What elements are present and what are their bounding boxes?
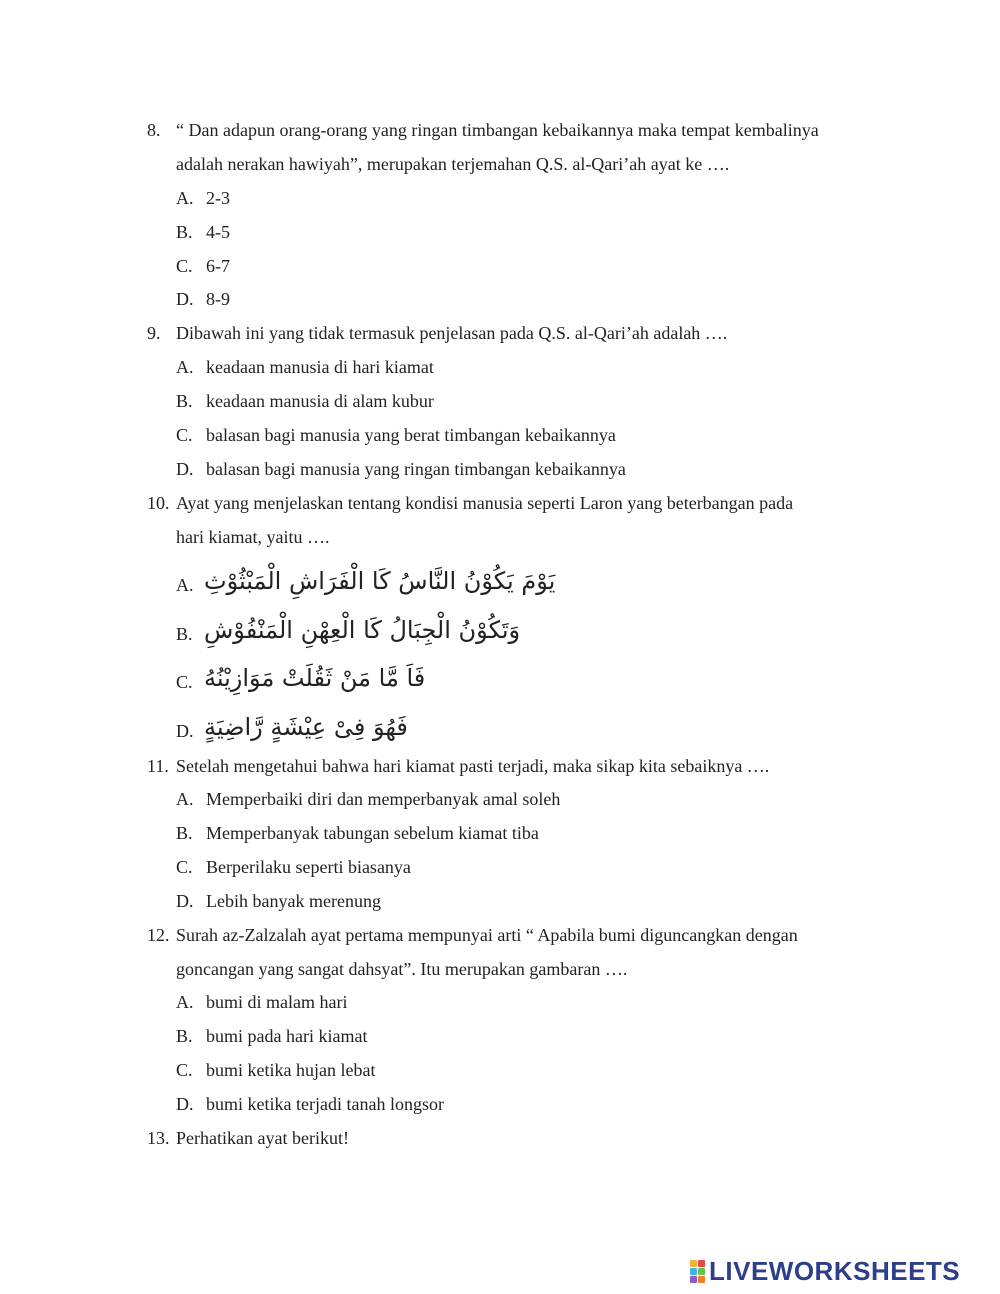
question-text: goncangan yang sangat dahsyat”. Itu merupakan gambaran …. <box>176 959 628 979</box>
option-letter: D. <box>176 289 194 309</box>
question-number: 12. <box>147 925 170 945</box>
option-letter: B. <box>176 624 193 644</box>
arabic-verse: فَاَ مَّا مَنْ ثَقُلَتْ مَوَازِيْنُهُ <box>204 664 426 692</box>
logo-mark-square <box>690 1268 697 1275</box>
option-letter: B. <box>176 823 193 843</box>
option-letter: B. <box>176 1026 193 1046</box>
question-text: Setelah mengetahui bahwa hari kiamat pasti terjadi, maka sikap kita sebaiknya …. <box>176 756 770 776</box>
question-number: 8. <box>147 120 161 140</box>
logo-mark-square <box>698 1260 705 1267</box>
option-text: bumi di malam hari <box>206 992 348 1012</box>
option-letter: A. <box>176 992 194 1012</box>
question-text: Surah az-Zalzalah ayat pertama mempunyai arti “ Apabila bumi diguncangkan dengan <box>176 925 798 945</box>
question-number: 11. <box>147 756 169 776</box>
option-letter: A. <box>176 188 194 208</box>
option-text: balasan bagi manusia yang berat timbangan kebaikannya <box>206 425 616 445</box>
logo-mark-square <box>698 1268 705 1275</box>
option-letter: A. <box>176 575 194 595</box>
option-letter: B. <box>176 391 193 411</box>
logo-mark-square <box>690 1260 697 1267</box>
question-text: Dibawah ini yang tidak termasuk penjelasan pada Q.S. al-Qari’ah adalah …. <box>176 323 728 343</box>
option-text: balasan bagi manusia yang ringan timbangan kebaikannya <box>206 459 626 479</box>
option-text: 2-3 <box>206 188 230 208</box>
option-letter: C. <box>176 672 193 692</box>
option-letter: C. <box>176 425 193 445</box>
question-text: Perhatikan ayat berikut! <box>176 1128 349 1148</box>
option-text: 6-7 <box>206 256 230 276</box>
option-letter: C. <box>176 1060 193 1080</box>
option-text: Berperilaku seperti biasanya <box>206 857 411 877</box>
option-text: 4-5 <box>206 222 230 242</box>
logo-text: LIVEWORKSHEETS <box>709 1255 961 1286</box>
option-letter: D. <box>176 459 194 479</box>
arabic-verse: يَوْمَ يَكُوْنُ النَّاسُ كَا الْفَرَاشِ الْمَبْثُوْثِ <box>204 567 556 595</box>
question-number: 10. <box>147 493 170 513</box>
option-text: bumi ketika terjadi tanah longsor <box>206 1094 444 1114</box>
option-text: keadaan manusia di alam kubur <box>206 391 434 411</box>
question-number: 9. <box>147 323 161 343</box>
logo-mark-square <box>698 1276 705 1283</box>
option-letter: A. <box>176 789 194 809</box>
option-text: keadaan manusia di hari kiamat <box>206 357 434 377</box>
question-text: Ayat yang menjelaskan tentang kondisi manusia seperti Laron yang beterbangan pada <box>176 493 794 513</box>
option-text: 8-9 <box>206 289 230 309</box>
arabic-verse: فَهُوَ فِىْ عِيْشَةٍ رَّاضِيَةٍ <box>204 713 408 741</box>
option-letter: D. <box>176 721 194 741</box>
option-letter: D. <box>176 891 194 911</box>
question-text: “ Dan adapun orang-orang yang ringan timbangan kebaikannya maka tempat kembalinya <box>176 120 819 140</box>
option-letter: C. <box>176 256 193 276</box>
option-letter: A. <box>176 357 194 377</box>
logo-mark-icon <box>690 1260 705 1283</box>
option-text: Lebih banyak merenung <box>206 891 381 911</box>
liveworksheets-logo <box>690 1256 960 1286</box>
arabic-verse: وَتَكُوْنُ الْجِبَالُ كَا الْعِهْنِ الْمَنْفُوْشِ <box>204 616 521 644</box>
option-letter: C. <box>176 857 193 877</box>
option-letter: D. <box>176 1094 194 1114</box>
question-text: hari kiamat, yaitu …. <box>176 527 330 547</box>
logo-mark-square <box>690 1276 697 1283</box>
question-number: 13. <box>147 1128 170 1148</box>
option-text: Memperbaiki diri dan memperbanyak amal soleh <box>206 789 561 809</box>
option-text: bumi ketika hujan lebat <box>206 1060 376 1080</box>
option-letter: B. <box>176 222 193 242</box>
option-text: bumi pada hari kiamat <box>206 1026 368 1046</box>
question-text: adalah nerakan hawiyah”, merupakan terjemahan Q.S. al-Qari’ah ayat ke …. <box>176 154 730 174</box>
option-text: Memperbanyak tabungan sebelum kiamat tiba <box>206 823 539 843</box>
